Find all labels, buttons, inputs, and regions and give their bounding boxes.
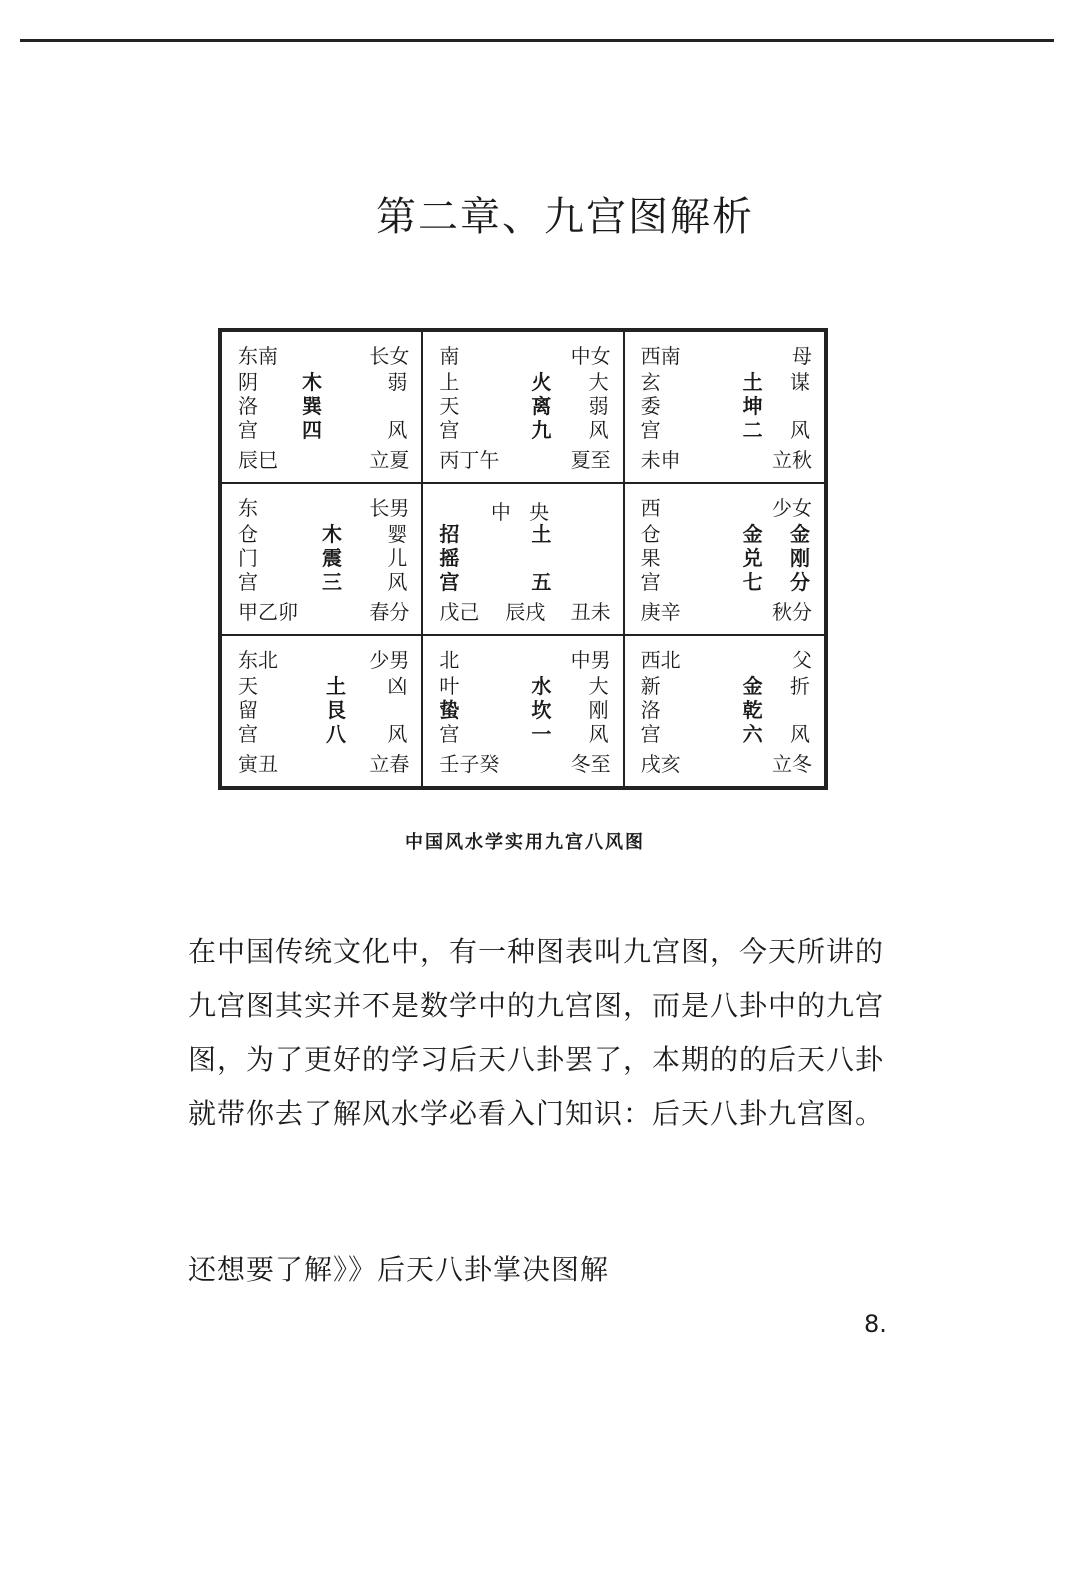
element-char: 火: [531, 370, 552, 394]
role-label: 长男: [369, 496, 410, 520]
branch-label: 戊己: [439, 600, 480, 624]
palace-char: 宫: [439, 570, 460, 594]
branch-label: 庚辛: [640, 600, 681, 624]
palace-char: 阴: [238, 370, 258, 394]
role-label: 父: [791, 648, 812, 672]
wind-char: 谋: [789, 370, 810, 394]
branch-label: 戌亥: [640, 752, 681, 776]
body-paragraph: 在中国传统文化中，有一种图表叫九宫图，今天所讲的九宫图其实并不是数学中的九宫图，而是八卦中的九宫图，为了更好的学习后天八卦罢了，本期的的后天八卦就带你去了解风水学必看入门知识：后天八卦九宫图。: [188, 935, 885, 1130]
role-label: 中男: [570, 648, 611, 672]
number-char: 二: [742, 418, 763, 442]
wind-char: 风: [588, 418, 609, 442]
wind-char: 风: [387, 722, 408, 746]
direction-label: 西: [640, 496, 661, 520]
palace-char: 新: [640, 674, 661, 698]
trigram-char: 震: [322, 546, 342, 570]
element-char: 土: [742, 370, 763, 394]
top-rule: [20, 39, 1054, 42]
solar-term-label: 立夏: [369, 448, 410, 472]
direction-label: 东北: [238, 648, 278, 672]
page-number: 8.: [864, 1310, 887, 1338]
palace-southwest: [624, 331, 825, 483]
palace-west: [624, 483, 825, 635]
wind-char: 大: [588, 674, 609, 698]
palace-northeast: [221, 635, 422, 787]
palace-char: 上: [439, 370, 460, 394]
wind-char: 弱: [588, 394, 609, 418]
trigram-char: 坎: [531, 698, 552, 722]
element-char: 木: [302, 370, 322, 394]
wind-char: 风: [387, 570, 408, 594]
branch-label: 甲乙卯: [238, 600, 298, 624]
palace-char: 宫: [439, 418, 460, 442]
palace-char: 门: [238, 546, 258, 570]
palace-char: 宫: [238, 418, 258, 442]
palace-char: 宫: [640, 418, 661, 442]
number-char: 九: [531, 418, 552, 442]
wind-char: 刚: [789, 546, 810, 570]
palace-char: 果: [640, 546, 661, 570]
role-label: 长女: [369, 344, 410, 368]
wind-char: 分: [789, 570, 810, 594]
number-char: 六: [742, 722, 763, 746]
direction-label: 南: [439, 344, 460, 368]
palace-char: 摇: [439, 546, 460, 570]
palace-char: 仓: [640, 522, 661, 546]
palace-char: 仓: [238, 522, 258, 546]
figure-caption: 中国风水学实用九宫八风图: [405, 832, 645, 853]
branch-label: 丑未: [570, 600, 611, 624]
palace-char: 洛: [238, 394, 258, 418]
trigram-char: 巽: [302, 394, 322, 418]
number-char: 七: [742, 570, 763, 594]
palace-char: 留: [238, 698, 258, 722]
branch-label: 辰巳: [238, 448, 278, 472]
palace-char: 委: [640, 394, 661, 418]
role-label: 少男: [369, 648, 410, 672]
element-char: 金: [742, 674, 763, 698]
solar-term-label: 秋分: [771, 600, 812, 624]
palace-char: 招: [439, 522, 460, 546]
palace-char: 天: [439, 394, 460, 418]
palace-char: 天: [238, 674, 258, 698]
palace-south: [422, 331, 623, 483]
wind-char: 大: [588, 370, 609, 394]
direction-label: 东南: [238, 344, 278, 368]
branch-label: 寅丑: [238, 752, 278, 776]
wind-char: 弱: [387, 370, 408, 394]
palace-northwest: [624, 635, 825, 787]
wind-char: 折: [789, 674, 810, 698]
wind-char: 风: [789, 418, 810, 442]
direction-label: 东: [238, 496, 258, 520]
wind-char: 凶: [387, 674, 408, 698]
palace-char: 宫: [238, 570, 258, 594]
trigram-char: 坤: [742, 394, 763, 418]
palace-char: 蛰: [439, 698, 460, 722]
palace-southeast: [221, 331, 422, 483]
center-label: 中 央: [490, 500, 556, 524]
trigram-char: 兑: [742, 546, 763, 570]
element-char: 土: [531, 522, 552, 546]
trigram-char: 离: [531, 394, 552, 418]
wind-char: 刚: [588, 698, 609, 722]
role-label: 中女: [570, 344, 611, 368]
solar-term-label: 冬至: [570, 752, 611, 776]
wind-char: 金: [789, 522, 810, 546]
palace-char: 洛: [640, 698, 661, 722]
wind-char: 风: [387, 418, 408, 442]
number-char: 三: [322, 570, 342, 594]
solar-term-label: 立秋: [771, 448, 812, 472]
trigram-char: 乾: [742, 698, 763, 722]
number-char: 四: [302, 418, 322, 442]
wind-char: 婴: [387, 522, 408, 546]
palace-char: 宫: [640, 722, 661, 746]
element-char: 水: [531, 674, 552, 698]
element-char: 木: [322, 522, 342, 546]
palace-char: 宫: [640, 570, 661, 594]
element-char: 土: [326, 674, 346, 698]
palace-char: 宫: [238, 722, 258, 746]
wind-char: 风: [789, 722, 810, 746]
solar-term-label: 立冬: [771, 752, 812, 776]
related-article-link[interactable]: 还想要了解》》后天八卦掌决图解: [188, 1253, 610, 1286]
direction-label: 北: [439, 648, 460, 672]
number-char: 一: [531, 722, 552, 746]
wind-char: 风: [588, 722, 609, 746]
palace-char: 玄: [640, 370, 661, 394]
chapter-title: 第二章、九宫图解析: [376, 194, 754, 240]
role-label: 少女: [771, 496, 812, 520]
element-char: 金: [742, 522, 763, 546]
role-label: 母: [791, 344, 812, 368]
palace-char: 宫: [439, 722, 460, 746]
palace-north: [422, 635, 623, 787]
solar-term-label: 春分: [369, 600, 410, 624]
branch-label: 壬子癸: [439, 752, 500, 776]
palace-center: [422, 483, 623, 635]
branch-label: 丙丁午: [439, 448, 500, 472]
number-char: 五: [531, 570, 552, 594]
palace-east: [221, 483, 422, 635]
solar-term-label: 立春: [369, 752, 410, 776]
wind-char: 儿: [387, 546, 408, 570]
number-char: 八: [326, 722, 346, 746]
branch-label: 辰戌: [505, 600, 546, 624]
nine-palace-grid: [218, 328, 828, 790]
solar-term-label: 夏至: [570, 448, 611, 472]
palace-char: 叶: [439, 674, 460, 698]
trigram-char: 艮: [326, 698, 346, 722]
direction-label: 西北: [640, 648, 681, 672]
branch-label: 未申: [640, 448, 681, 472]
direction-label: 西南: [640, 344, 681, 368]
